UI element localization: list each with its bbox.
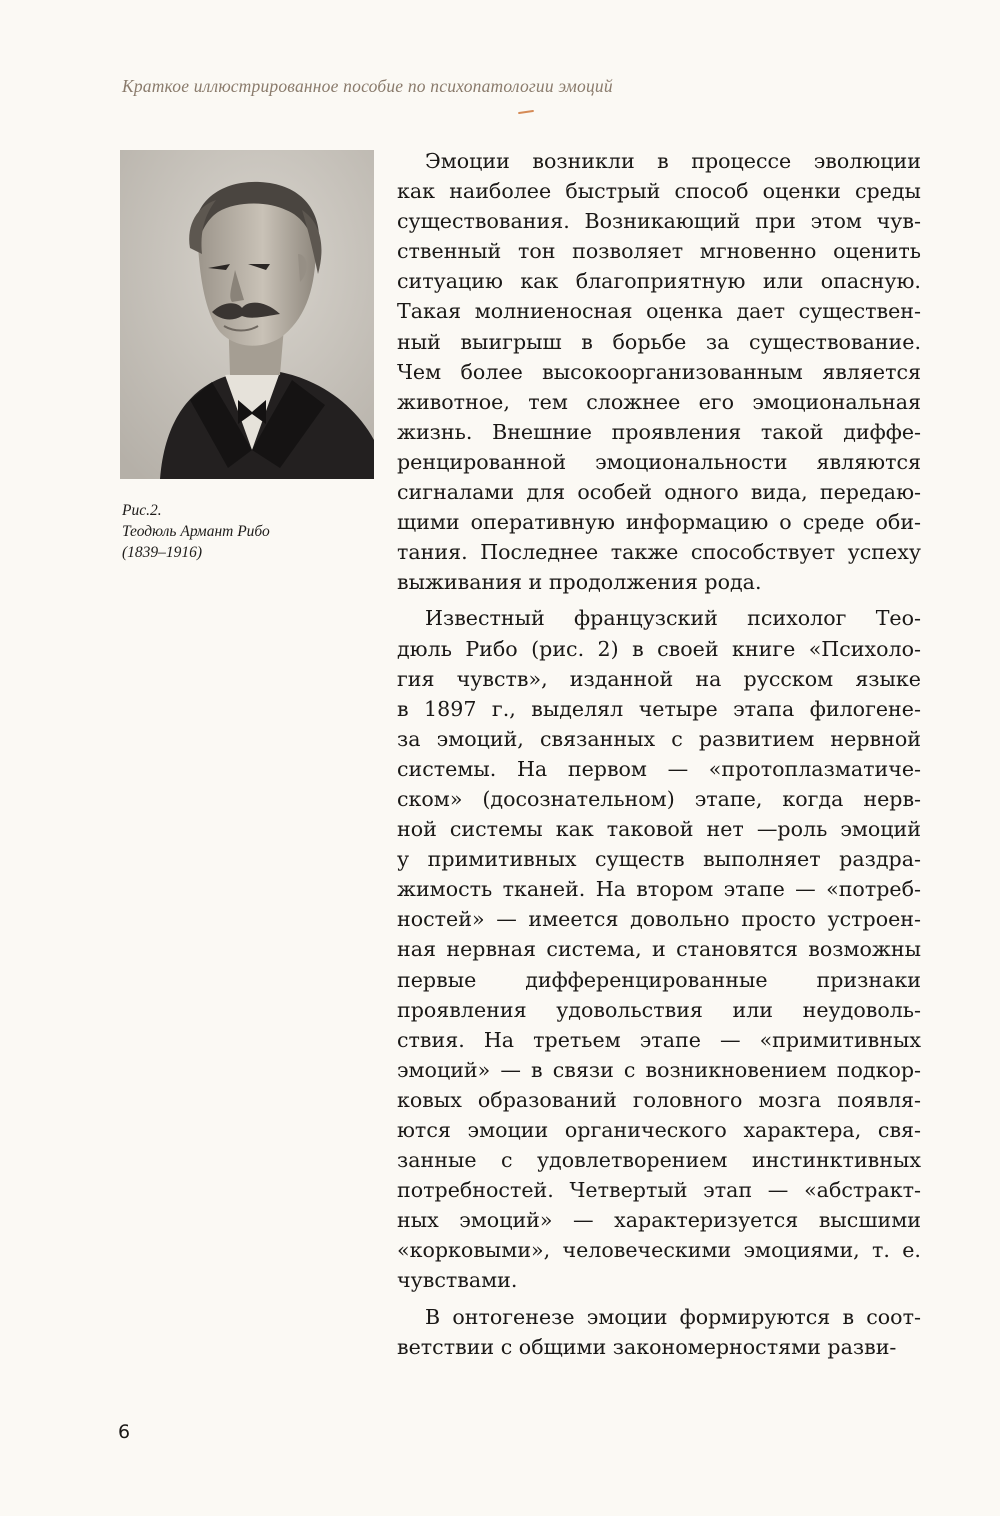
text-line: чувствами. bbox=[397, 1268, 518, 1293]
text-line: сигналами для особей одного вида, передаю- bbox=[397, 480, 921, 505]
paragraph bbox=[397, 1302, 921, 1362]
text-line: Эмоции возникли в процессе эволюции bbox=[425, 149, 921, 173]
text-line: ренцированной эмоциональности являются bbox=[397, 449, 921, 474]
text-line: за эмоций, связанных с развитием нервной bbox=[397, 726, 921, 751]
text-line: потребностей. Четвертый этап — «абстракт- bbox=[397, 1178, 921, 1203]
paragraph bbox=[397, 603, 921, 1295]
paragraph bbox=[397, 146, 921, 597]
text-line: Известный французский психолог Тео- bbox=[425, 606, 921, 631]
text-line: ствия. На третьем этапе — «примитивных bbox=[397, 1027, 921, 1052]
text-line: системы. На первом — «протоплазматиче- bbox=[397, 756, 921, 781]
text-line: ная нервная система, и становятся возможны bbox=[397, 937, 921, 962]
text-line: Чем более высокоорганизованным является bbox=[397, 359, 921, 384]
text-line: в 1897 г., выделял четыре этапа филогене- bbox=[397, 696, 921, 721]
text-line: «корковыми», человеческими эмоциями, т. е. bbox=[397, 1238, 921, 1263]
body-text bbox=[397, 146, 921, 1362]
portrait-illustration bbox=[120, 150, 374, 479]
text-line: животное, тем сложнее его эмоциональная bbox=[397, 389, 921, 414]
text-line: ный выигрыш в борьбе за существование. bbox=[397, 329, 921, 354]
text-line: ковых образований головного мозга появля- bbox=[397, 1087, 921, 1112]
caption-name: Теодюль Армант Рибо bbox=[122, 523, 270, 540]
text-line: проявления удовольствия или неудоволь- bbox=[397, 997, 921, 1022]
text-line: жизнь. Внешние проявления такой диффе- bbox=[397, 419, 921, 444]
text-line: занные с удовлетворением инстинктивных bbox=[397, 1148, 921, 1173]
portrait-photo bbox=[120, 150, 374, 479]
text-line: у примитивных существ выполняет раздра- bbox=[397, 847, 921, 872]
text-line: как наиболее быстрый способ оценки среды bbox=[397, 179, 921, 204]
text-line: ной системы как таковой нет —роль эмоций bbox=[397, 817, 921, 842]
text-line: тания. Последнее также способствует успеху bbox=[397, 540, 921, 565]
text-line: ветствии с общими закономерностями разви- bbox=[397, 1334, 897, 1359]
text-line: гия чувств», изданной на русском языке bbox=[397, 666, 921, 691]
figure-caption bbox=[122, 500, 372, 563]
text-line: ностей» — имеется довольно просто устроен- bbox=[397, 907, 921, 932]
text-line: ском» (досознательном) этапе, когда нерв- bbox=[397, 786, 921, 811]
header-ornament bbox=[518, 110, 534, 114]
text-line: В онтогенезе эмоции формируются в соот- bbox=[425, 1304, 921, 1329]
caption-label: Рис.2. bbox=[122, 502, 162, 519]
text-line: ситуацию как благоприятную или опасную. bbox=[397, 269, 921, 294]
text-line: первые дифференцированные признаки bbox=[397, 967, 921, 992]
caption-years: (1839–1916) bbox=[122, 544, 203, 561]
text-line: ственный тон позволяет мгновенно оценить bbox=[397, 239, 921, 264]
text-line: эмоций» — в связи с возникновением подкор- bbox=[397, 1057, 921, 1082]
text-line: дюль Рибо (рис. 2) в своей книге «Психоло- bbox=[397, 636, 921, 661]
text-line: выживания и продолжения рода. bbox=[397, 570, 762, 595]
text-line: ются эмоции органического характера, свя- bbox=[397, 1118, 921, 1142]
running-head: Краткое иллюстрированное пособие по психопатологии эмоций bbox=[122, 76, 613, 96]
text-line: ных эмоций» — характеризуется высшими bbox=[397, 1208, 921, 1233]
text-line: жимость тканей. На втором этапе — «потреб- bbox=[397, 877, 921, 902]
page-number: 6 bbox=[118, 1421, 131, 1443]
text-line: Такая молниеносная оценка дает существен- bbox=[397, 299, 921, 324]
text-line: щими оперативную информацию о среде оби- bbox=[397, 510, 921, 535]
text-line: существования. Возникающий при этом чув- bbox=[397, 209, 921, 234]
